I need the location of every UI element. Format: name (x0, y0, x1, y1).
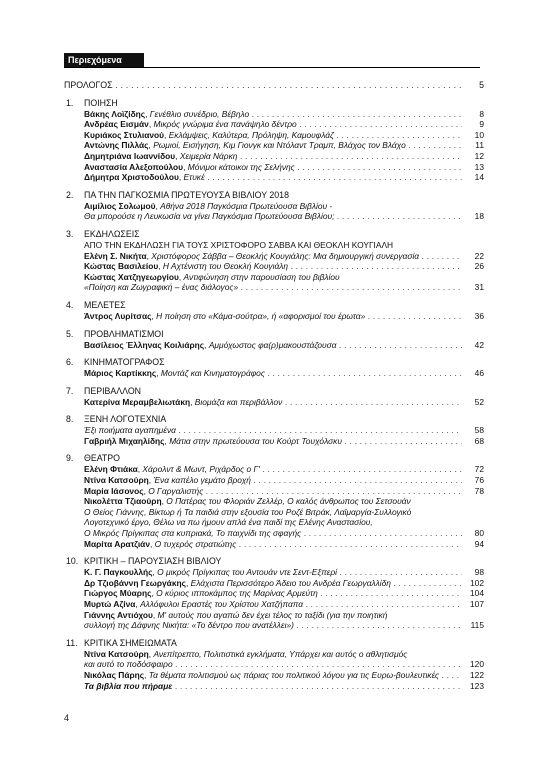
toc-entry (84, 272, 484, 283)
entry-page: 11 (475, 140, 484, 151)
toc-entry (84, 599, 484, 610)
section-name: ΚΙΝΗΜΑΤΟΓΡΑΦΟΣ (84, 357, 165, 368)
section-title (64, 190, 484, 201)
entry-page: 102 (470, 577, 484, 588)
section-name: ΠΕΡΙΒΑΛΛΟΝ (84, 385, 142, 396)
entry-work: Χριστόφορος Σάββα – Θεοκλής Κουγιάλης: Μια δημιουργική συνεργασία (151, 250, 420, 261)
toc-section (64, 190, 484, 222)
entry-author: Μυρτώ Αζίνα (84, 599, 136, 609)
entry-work: Ο Μικρός Πρίγκιπας στα κυπριακά, Το παιχνίδι της σφαγής (84, 528, 302, 539)
entry-page: 94 (474, 538, 484, 549)
entry-work: Γενέθλιο συνέδριο, Βέβηλο (149, 108, 250, 119)
entry-author: Ντίνα Κατσούρη (84, 648, 149, 659)
entry-text: Κυριάκος Στυλιανού, Εκλάμψεις, Καλύτερα, Πρόληψη, Καμουφλάζ . . . (84, 130, 462, 141)
entry-author: Δήμητρα Χριστοδούλου (84, 172, 179, 183)
entry-page: 22 (474, 250, 484, 261)
entry-work: Αντιφώνηση στην παρουσίαση του βιβλίου (183, 271, 340, 282)
toc-section (64, 300, 484, 322)
section-number: 1. (66, 97, 74, 108)
entry-page: 12 (474, 150, 484, 161)
entry-page: 123 (470, 680, 484, 691)
entry-text: Κώστας Χατζηγεωργίου, Αντιφώνηση στην παρουσίαση του βιβλίου (84, 271, 340, 282)
entry-work: Μ' αυτούς που αγαπώ δεν έχει τέλος το ταξίδι (για την ποιητική (157, 609, 388, 620)
section-title (64, 453, 484, 464)
section-name: ΠΑ ΤΗΝ ΠΑΓΚΟΣΜΙΑ ΠΡΩΤΕΥΟΥΣΑ ΒΙΒΛΙΟΥ 2018 (84, 189, 289, 200)
entry-page: 80 (474, 528, 484, 539)
toc-entry (84, 610, 484, 621)
entry-text: Γαβριήλ Μιχαηλίδης, Μάτια στην πρωτεύουσα του Κούρτ Τουχόλσκυ . . . (84, 436, 462, 447)
entry-text: Ανδρέας Εισμάν, Μικρός γνώριμα ένα πανάψηλο δέντρο . . . (84, 119, 462, 130)
entry-page: 115 (470, 620, 484, 631)
entry-work: και αυτό το ποδόσφαιρο (84, 659, 173, 670)
entry-text: Μαρία Ιάσονος, Ο Γαργαλιστής . . . (84, 486, 462, 497)
toc-entry (84, 368, 484, 379)
entry-page: 36 (474, 310, 484, 321)
entry-page: 18 (474, 211, 484, 222)
entry-work: Ελάχιστα Περισσότερο Άδειο του Ανδρέα Γεωργαλλίδη (190, 577, 391, 588)
toc-section (64, 638, 484, 691)
entry-page: 122 (470, 669, 484, 680)
entry-work: Μικρός γνώριμα ένα πανάψηλο δέντρο (153, 119, 297, 130)
entry-text: Κ. Γ. Παγκουλλής, Ο μικρός Πρίγκιπας του Αντουάν ντε Σεντ-Εξπερί . . . (84, 567, 462, 578)
section-number: 9. (66, 453, 74, 464)
entry-page: 26 (474, 261, 484, 272)
entry-text (84, 517, 462, 528)
section-number: 10. (66, 556, 79, 567)
toc-entry (84, 282, 484, 293)
entry-work: Θα μπορούσε η Λευκωσία να γίνει Παγκόσμια Πρωτεύουσα Βιβλίου; (84, 211, 335, 222)
entry-text: Ελένη Φτιάκα, Χάρολντ & Μωντ, Ριχάρδος ο Γ' . . . (84, 464, 462, 475)
entry-text: Βασίλειος Έλληνας Κοιλιάρης, Αμμόχωστος φα(ρ)μακουστάζουσα . . . (84, 340, 462, 351)
entry-author: Γαβριήλ Μιχαηλίδης (84, 435, 165, 446)
entry-text: Κώστας Βασιλείου, Η Αχτένιστη του Θεοκλή Κουγιάλη . . . (84, 261, 462, 272)
entry-text: Δρ Τζιοβάννη Γεωργάκης, Ελάχιστα Περισσότερο Άδειο του Ανδρέα Γεωργαλλίδη . . . (84, 578, 462, 589)
entry-author: Ντίνα Κατσούρη (84, 475, 149, 486)
toc-entry (84, 119, 484, 130)
section-name: ΚΡΙΤΙΚΑ ΣΗΜΕΙΩΜΑΤΑ (84, 637, 177, 648)
prologue-row (64, 80, 484, 91)
section-title (64, 638, 484, 649)
entry-text: Μυρτώ Αζίνα, Αλλόφυλοι Εραστές του Χρίστου Χατζήπαπα . . . (84, 599, 462, 610)
entry-page: 104 (470, 588, 484, 599)
entry-author: Γιώργος Μύαρης (84, 588, 152, 599)
toc-section (64, 386, 484, 408)
toc-section (64, 414, 484, 446)
toc-entry (84, 436, 484, 447)
toc-entry (84, 475, 484, 486)
entry-author: Βάκης Λοϊζίδης (84, 108, 146, 119)
section-title (64, 414, 484, 425)
entry-work: Αμμόχωστος φα(ρ)μακουστάζουσα (208, 339, 337, 350)
entry-author: Βασίλειος Έλληνας Κοιλιάρης (84, 339, 205, 350)
section-name: ΞΕΝΗ ΛΟΓΟΤΕΧΝΙΑ (84, 414, 167, 425)
entry-page: 46 (474, 368, 484, 379)
entry-page: 120 (470, 659, 484, 670)
entry-page: 31 (474, 282, 484, 293)
entry-work: Εκλάμψεις, Καλύτερα, Πρόληψη, Καμουφλάζ (168, 129, 334, 140)
entry-work: Ανεπίτρεπτο, Πολιτιστικά εγκλήματα, Υπάρχει και αυτός ο αθλητισμός (153, 648, 408, 659)
entry-text: Δημητριάνα Ιωαννίδου, Χειμερία Νάρκη . . . (84, 151, 462, 162)
contents-heading: Περιεχόμενα (64, 53, 144, 67)
toc-entry (84, 486, 484, 497)
entry-author: Κώστας Βασιλείου (84, 261, 159, 272)
entry-author: Αντώνης Πιλλάς (84, 140, 149, 151)
entry-work: Ο τυχερός στρατιώτης (154, 538, 237, 549)
entry-text: Βάκης Λοϊζίδης, Γενέθλιο συνέδριο, Βέβηλο . . . (84, 109, 462, 120)
entry-work: Χειμερία Νάρκη (179, 150, 238, 161)
section-number: 8. (66, 414, 74, 425)
toc-entry (84, 251, 484, 262)
section-title (64, 300, 484, 311)
entry-text (84, 620, 462, 631)
entry-author: Κυριάκος Στυλιανού (84, 129, 165, 140)
section-name: ΜΕΛΕΤΕΣ (84, 299, 126, 310)
entry-author: Κώστας Χατζηγεωργίου (84, 271, 179, 282)
toc-entry (84, 496, 484, 507)
entry-page: 58 (474, 425, 484, 436)
entry-author: Μαρία Ιάσονος (84, 485, 144, 496)
entry-author: Νικόλας Πάρης (84, 669, 145, 680)
toc-entry (84, 528, 484, 539)
entry-author: Γιάννης Αντιόχου (84, 609, 153, 620)
entry-author: Αναστασία Αλεξοπούλου (84, 161, 184, 172)
entry-work: Ο Γαργαλιστής (148, 485, 204, 496)
toc-entry (84, 261, 484, 272)
toc-entry (84, 172, 484, 183)
toc-entry (84, 464, 484, 475)
toc-entry (84, 681, 484, 692)
section-number: 11. (66, 637, 78, 648)
toc-entry (84, 130, 484, 141)
toc-entry (84, 311, 484, 322)
toc-entry (84, 109, 484, 120)
entry-text (84, 282, 462, 293)
entry-author: Μάριος Καρτίκκης (84, 368, 157, 379)
entry-author: Άντρος Λυρίτσας (84, 310, 152, 321)
entry-work: Ο μικρός Πρίγκιπας του Αντουάν ντε Σεντ-Εξπερί (157, 567, 338, 578)
entry-page: 10 (474, 129, 484, 140)
entry-text: Μάριος Καρτίκκης, Μοντάζ και Κινηματογράφος . . . (84, 368, 462, 379)
section-name: ΠΟΙΗΣΗ (84, 97, 118, 108)
section-name: ΚΡΙΤΙΚΗ – ΠΑΡΟΥΣΙΑΣΗ ΒΙΒΛΙΟΥ (84, 556, 222, 567)
entry-page: 78 (474, 485, 484, 496)
entry-text: Νικολέττα Τζιαούρη, Ο Πατέρας του Φλοριάν Ζελλέρ, Ο καλός άνθρωπος του Σετσουάν (84, 496, 411, 507)
toc-entry (84, 201, 484, 212)
section-title (64, 329, 484, 340)
toc-entry (84, 425, 484, 436)
toc-entry (84, 397, 484, 408)
entry-text: Ντίνα Κατσούρη, Ένα καπέλο γεμάτο βροχή . . . (84, 475, 462, 486)
entry-work: συλλογή της Δάφνης Νικήτα: «Το δέντρο που ανατέλλει») (84, 620, 294, 631)
toc-entry (84, 620, 484, 631)
entry-page: 68 (474, 435, 484, 446)
entry-page: 98 (474, 567, 484, 578)
section-title (64, 386, 484, 397)
entry-work: Μόνιμοι κάτοικοι της Σελήνης (187, 161, 295, 172)
entry-text: Ελένη Σ. Νικήτα, Χριστόφορος Σάββα – Θεοκλής Κουγιάλης: Μια δημιουργική συνεργασία . . . (84, 251, 462, 262)
entry-author: Δρ Τζιοβάννη Γεωργάκης (84, 577, 186, 588)
toc-entry (84, 517, 484, 528)
entry-work: Έξι ποιήματα αγαπημένα (84, 425, 176, 436)
entry-text (84, 528, 462, 539)
entry-page: 107 (470, 599, 484, 609)
entry-text: Άντρος Λυρίτσας, Η ποίηση στο «Κάμα-σούτρα», ή «αφορισμοί του έρωτα» . . . (84, 311, 462, 322)
toc-entry (84, 162, 484, 173)
entry-text (84, 659, 462, 670)
toc-section (64, 329, 484, 351)
section-subhead: ΑΠΟ ΤΗΝ ΕΚΔΗΛΩΣΗ ΓΙΑ ΤΟΥΣ ΧΡΙΣΤΟΦΟΡΟ ΣΑΒΒΑ ΚΑΙ ΘΕΟΚΛΗ ΚΟΥΓΙΑΛΗ (84, 239, 394, 250)
toc-entry (84, 670, 484, 681)
entry-page: 52 (474, 396, 484, 407)
prologue-title: ΠΡΟΛΟΓΟΣ . . . (64, 80, 462, 91)
entry-page: 76 (474, 475, 484, 486)
entry-work: Ένα καπέλο γεμάτο βροχή (153, 475, 251, 486)
section-number: 5. (66, 328, 74, 339)
entry-work: Αλλόφυλοι Εραστές του Χρίστου Χατζήπαπα (140, 599, 304, 609)
entry-text: Αιμίλιος Σολωμού, Αθήνα 2018 Παγκόσμια Πρωτεύουσα Βιβλίου - (84, 200, 333, 211)
entry-text: Ντίνα Κατσούρη, Ανεπίτρεπτο, Πολιτιστικά εγκλήματα, Υπάρχει και αυτός ο αθλητισμός (84, 648, 408, 659)
entry-work: Ετυκέ (183, 172, 205, 183)
toc-section (64, 453, 484, 549)
toc-section (64, 556, 484, 631)
entry-text: Αντώνης Πιλλάς, Ρωμιοί, Εισήγηση, Κιμ Γιονγκ και Ντόλαντ Τραμπ, Βλάχος τον Βλάχο . . . (84, 140, 462, 151)
section-number: 7. (66, 385, 74, 396)
entry-page: 13 (474, 161, 484, 172)
entry-work: Ο κύριος ιπποκάμπος της Μαρίνας Αρμεύτη (156, 588, 318, 599)
section-title (64, 556, 484, 567)
table-of-contents (64, 80, 484, 691)
entry-work: Μάτια στην πρωτεύουσα του Κούρτ Τουχόλσκυ (169, 435, 342, 446)
entry-work: Η ποίηση στο «Κάμα-σούτρα», ή «αφορισμοί του έρωτα» (156, 310, 366, 321)
entry-author: Δημητριάνα Ιωαννίδου (84, 150, 176, 161)
entry-work: Χάρολντ & Μωντ, Ριχάρδος ο Γ' (142, 464, 260, 475)
entry-text: Νικόλας Πάρης, Τα θέματα πολιτισμού ως πάριας του πολιτικού λόγου για τις Ευρω-βουλευτικές . . . (84, 670, 462, 681)
entry-text (84, 681, 462, 692)
page-number: 4 (64, 713, 70, 723)
entry-text: Αναστασία Αλεξοπούλου, Μόνιμοι κάτοικοι της Σελήνης . . . (84, 162, 462, 173)
entry-text: Γιάννης Αντιόχου, Μ' αυτούς που αγαπώ δεν έχει τέλος το ταξίδι (για την ποιητική (84, 609, 388, 620)
toc-section (64, 229, 484, 293)
header-bar (64, 53, 480, 68)
toc-entry (84, 140, 484, 151)
entry-author: Ελένη Φτιάκα (84, 464, 138, 475)
entry-work: Ο Θείος Γιάννης, Βίκτωρ ή Τα παιδιά στην εξουσία του Ροζέ Βιτράκ, Λαϊμαργία-Συλλογικό (84, 506, 412, 517)
entry-text: Δήμητρα Χριστοδούλου, Ετυκέ . . . (84, 172, 462, 183)
entry-work: Αθήνα 2018 Παγκόσμια Πρωτεύουσα Βιβλίου - (160, 200, 333, 211)
entry-text: Γιώργος Μύαρης, Ο κύριος ιπποκάμπος της Μαρίνας Αρμεύτη . . . (84, 588, 462, 599)
toc-entry (84, 539, 484, 550)
entry-text (84, 211, 462, 222)
section-name: ΘΕΑΤΡΟ (84, 453, 121, 464)
entry-text: Κατερίνα Μεραμβελιωτάκη, Βιομάζα και περιβάλλον . . . (84, 397, 462, 408)
entry-author: Κ. Γ. Παγκουλλής (84, 567, 153, 578)
section-title (64, 98, 484, 109)
entry-work: Ο Πατέρας του Φλοριάν Ζελλέρ, Ο καλός άνθρωπος του Σετσουάν (166, 496, 411, 507)
entry-work: Τα θέματα πολιτισμού ως πάριας του πολιτικού λόγου για τις Ευρω-βουλευτικές (148, 669, 440, 680)
section-name: ΠΡΟΒΛΗΜΑΤΙΣΜΟΙ (84, 328, 164, 339)
toc-entry (84, 659, 484, 670)
entry-work: Η Αχτένιστη του Θεοκλή Κουγιάλη (162, 261, 289, 272)
toc-entry (84, 211, 484, 222)
section-title (64, 229, 484, 240)
entry-author: Κατερίνα Μεραμβελιωτάκη (84, 396, 191, 407)
entry-work: Λογοτεχνικό έργο, Θέλω να πω ήμουν απλά ένα παιδί της Ελένης Αναστασίου, (84, 517, 373, 528)
entry-page: 8 (479, 108, 484, 119)
toc-entry (84, 588, 484, 599)
entry-text: Μαρίτα Αρατζιάν, Ο τυχερός στρατιώτης . . . (84, 539, 462, 550)
entry-author: Μαρίτα Αρατζιάν (84, 538, 150, 549)
section-name: ΕΚΔΗΛΩΣΕΙΣ (84, 228, 140, 239)
section-number: 6. (66, 357, 74, 368)
entry-author: Νικολέττα Τζιαούρη (84, 496, 162, 507)
toc-entry (84, 578, 484, 589)
toc-entry (84, 567, 484, 578)
entry-author: Ελένη Σ. Νικήτα (84, 250, 147, 261)
toc-entry (84, 649, 484, 660)
entry-author: Αιμίλιος Σολωμού (84, 200, 156, 211)
entry-page: 14 (474, 172, 484, 183)
entry-work: Ρωμιοί, Εισήγηση, Κιμ Γιονγκ και Ντόλαντ Τραμπ, Βλάχος τον Βλάχο (153, 140, 406, 151)
toc-entry (84, 507, 484, 518)
entry-text (84, 507, 462, 518)
entry-page: 42 (474, 339, 484, 350)
toc-entry (84, 151, 484, 162)
section-number: 4. (66, 299, 74, 310)
entry-work: Βιομάζα και περιβάλλον (194, 396, 283, 407)
entry-work: «Ποίηση και Ζωγραφική – ένας διάλογος» (84, 282, 239, 293)
entry-work: Τα βιβλία που πήραμε (84, 680, 173, 691)
entry-work: Μοντάζ και Κινηματογράφος (160, 368, 265, 379)
toc-section (64, 98, 484, 183)
prologue-page: 5 (479, 80, 484, 90)
toc-entry (84, 340, 484, 351)
section-number: 2. (66, 189, 74, 200)
section-number: 3. (66, 228, 74, 239)
entry-page: 9 (479, 119, 484, 130)
toc-section (64, 357, 484, 379)
entry-author: Ανδρέας Εισμάν (84, 119, 149, 130)
entry-text (84, 425, 462, 436)
entry-page: 72 (474, 464, 484, 475)
section-title (64, 357, 484, 368)
